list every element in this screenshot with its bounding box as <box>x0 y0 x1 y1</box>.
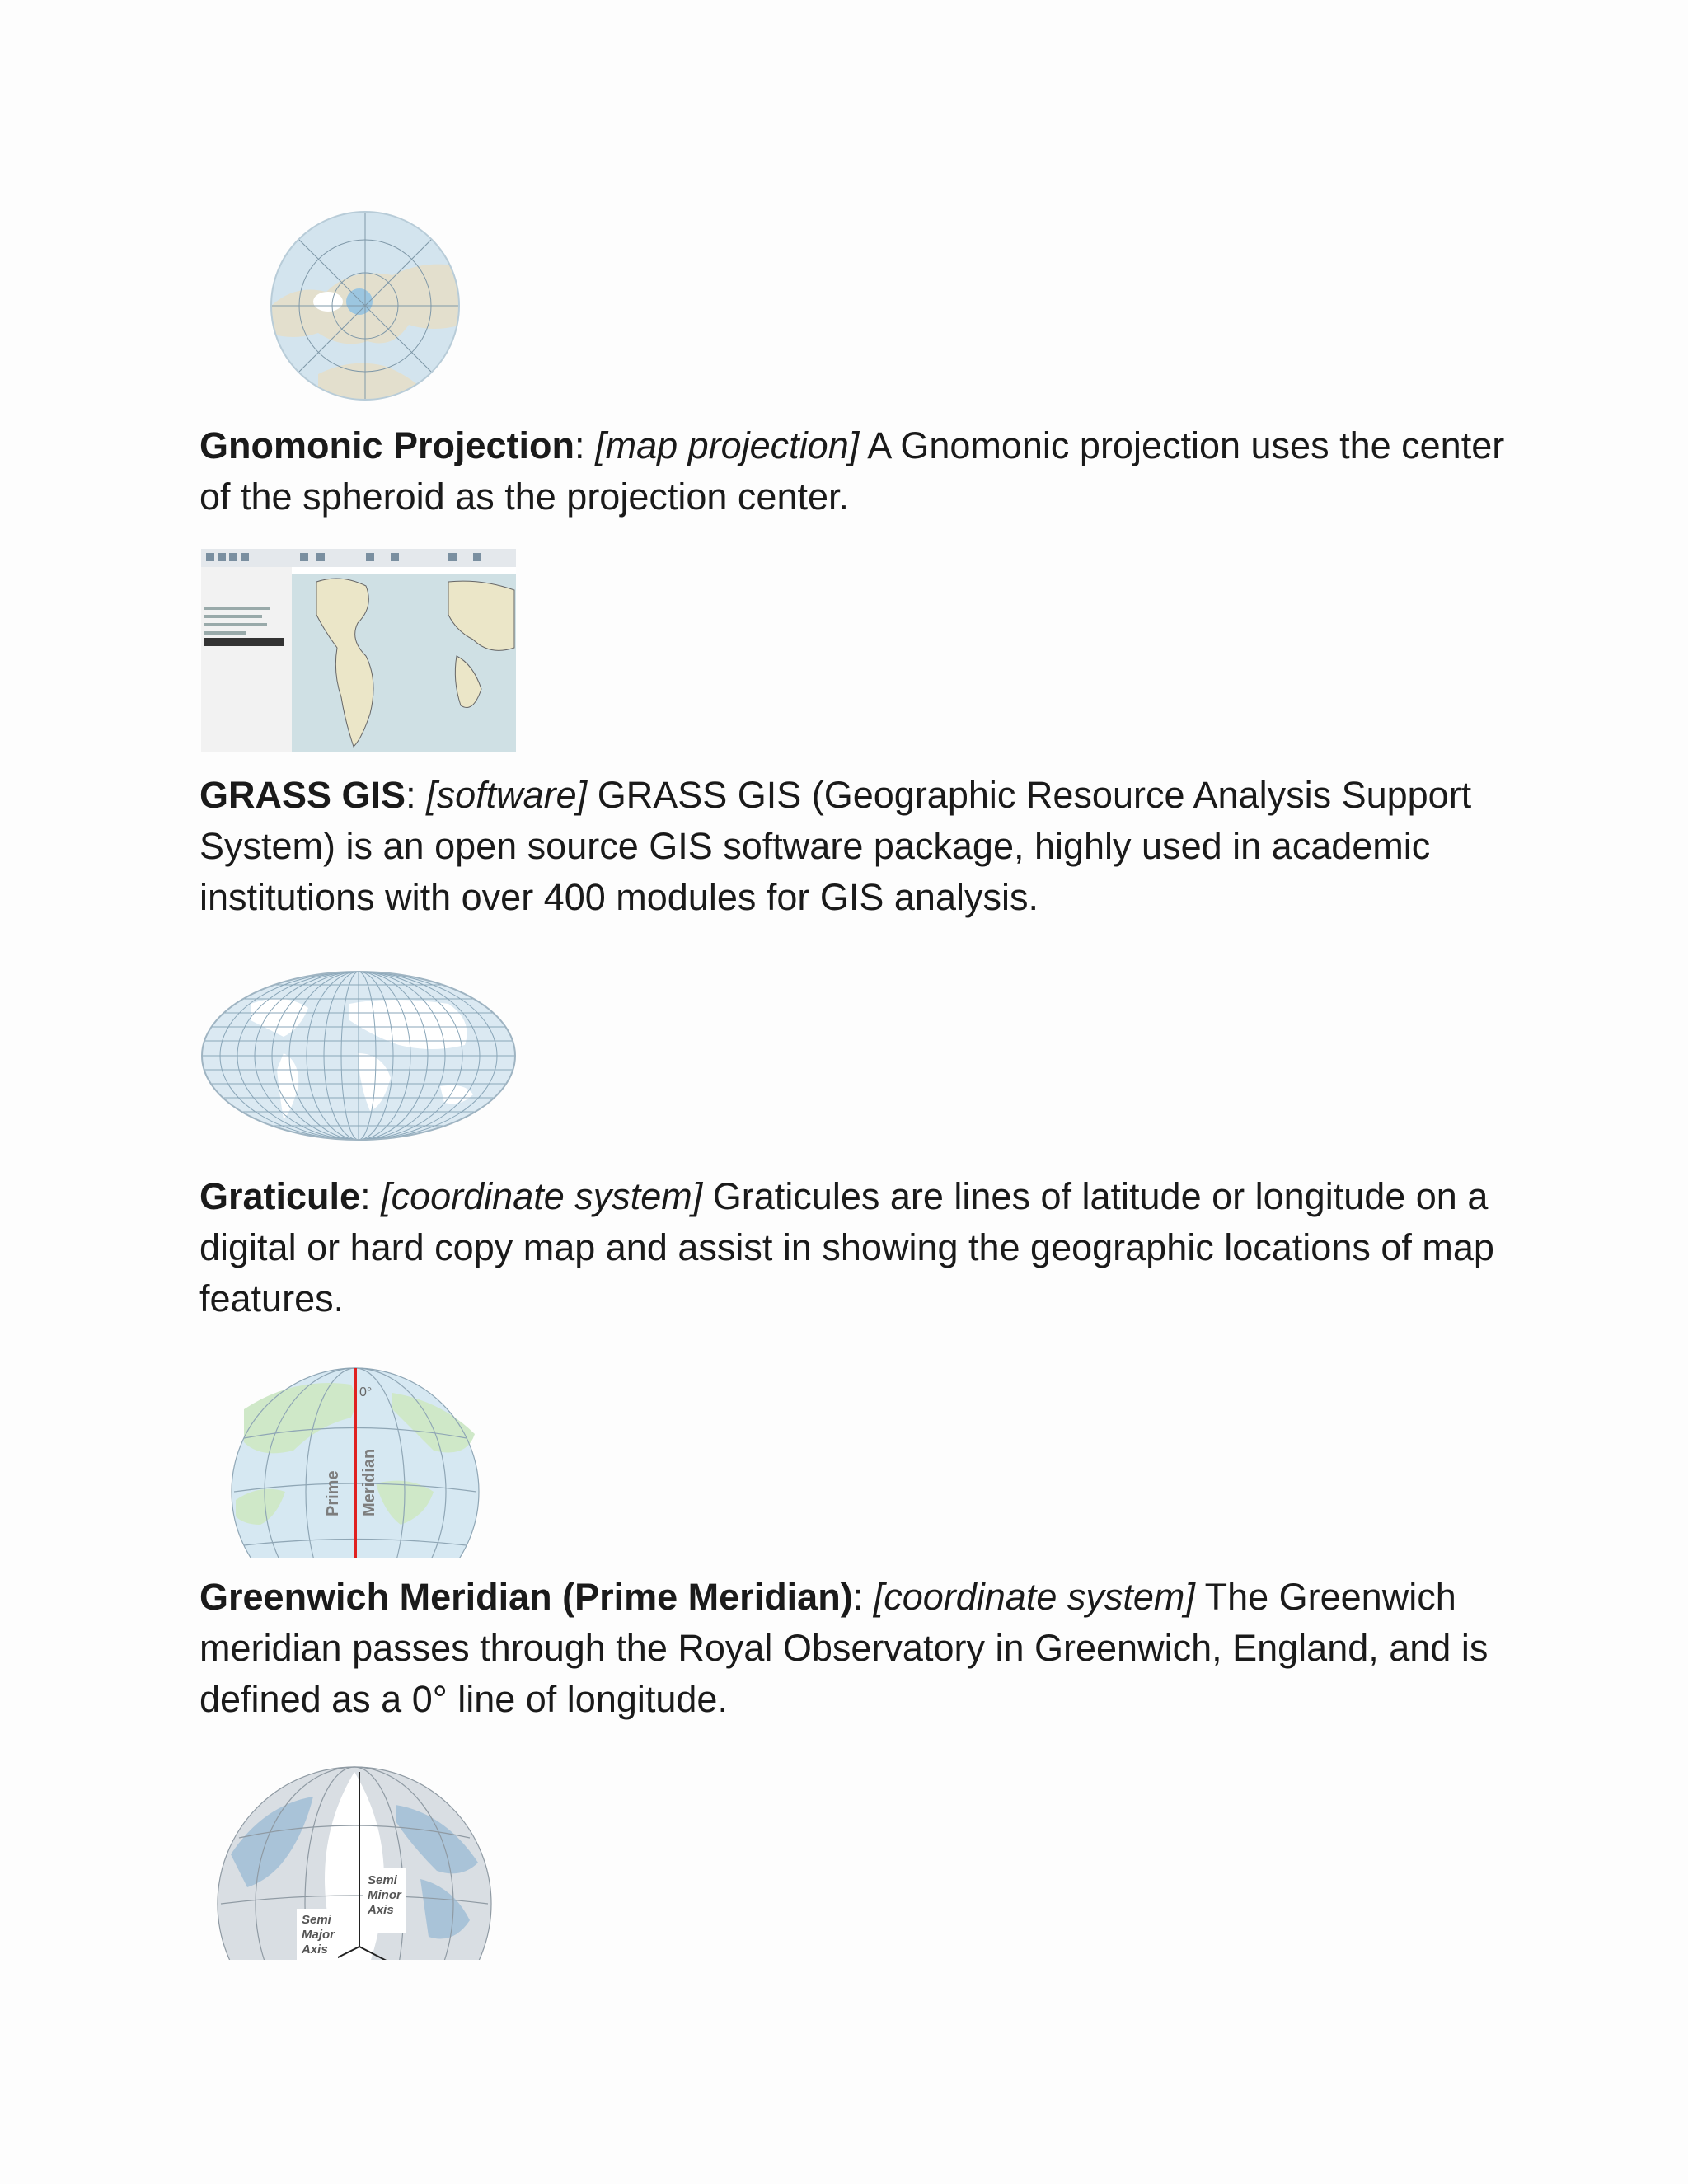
degree-label: 0° <box>359 1385 373 1399</box>
semi-major-label-2: Major <box>302 1928 335 1942</box>
semi-minor-label-2: Minor <box>368 1888 401 1902</box>
entry-category: [coordinate system] <box>873 1576 1195 1618</box>
entry-definition: The Greenwich meridian passes through the Royal Observatory in Greenwich, England, and is defined as a 0° line of longitude. <box>199 1576 1489 1720</box>
prime-label: Prime <box>324 1470 342 1516</box>
entry-term: Graticule <box>199 1175 361 1217</box>
entry-separator: : <box>574 424 585 466</box>
entry-separator: : <box>360 1175 371 1217</box>
entry-definition: A Gnomonic projection uses the center of the spheroid as the projection center. <box>199 424 1505 518</box>
glossary-entry <box>199 770 1510 923</box>
entry-definition: GRASS GIS (Geographic Resource Analysis Support System) is an open source GIS software package, highly used in academic institutions with over 400 modules for GIS analysis. <box>199 774 1472 918</box>
semi-minor-label-1: Semi <box>368 1873 397 1887</box>
semi-major-label-3: Axis <box>302 1943 328 1957</box>
entry-term: GRASS GIS <box>199 774 406 816</box>
meridian-label: Meridian <box>360 1448 378 1516</box>
entry-category: [map projection] <box>595 424 860 466</box>
entry-term: Gnomonic Projection <box>199 424 575 466</box>
semi-minor-label-3: Axis <box>368 1903 394 1917</box>
glossary-entry <box>199 420 1510 523</box>
semi-major-label-1: Semi <box>302 1913 331 1927</box>
prime-meridian-image <box>227 1360 483 1561</box>
ellipsoid-axes-image <box>214 1755 495 1961</box>
entry-definition: Graticules are lines of latitude or longitude on a digital or hard copy map and assist in showing the geographic locations of map features. <box>199 1175 1494 1319</box>
glossary-entry <box>199 1572 1510 1725</box>
graticule-map-image <box>201 971 516 1141</box>
entry-category: [software] <box>426 774 588 816</box>
glossary-entry <box>199 1171 1510 1324</box>
gnomonic-projection-image <box>269 209 462 402</box>
entry-category: [coordinate system] <box>381 1175 703 1217</box>
entry-separator: : <box>852 1576 864 1618</box>
entry-separator: : <box>406 774 416 816</box>
grass-gis-screenshot-image <box>201 549 516 752</box>
entry-term: Greenwich Meridian (Prime Meridian) <box>199 1576 853 1618</box>
